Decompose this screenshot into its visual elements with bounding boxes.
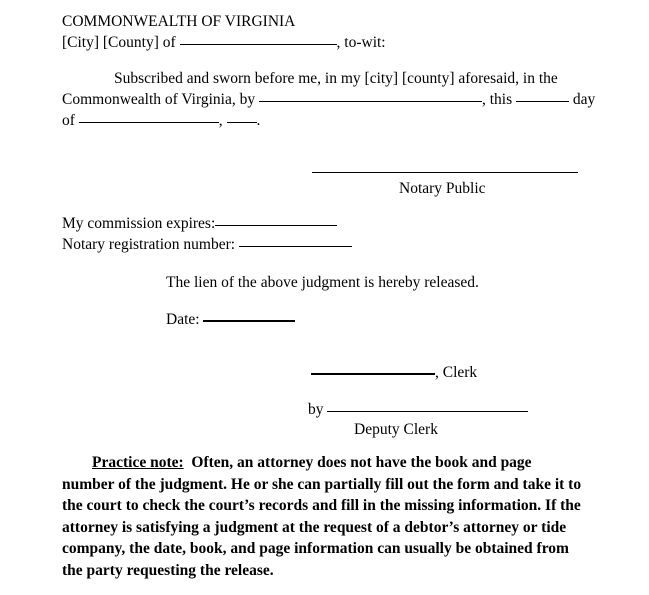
- jurat-line-2: [62, 89, 595, 110]
- date-label: Date:: [166, 311, 200, 328]
- by-label: by: [308, 401, 324, 418]
- deputy-clerk-line: [308, 399, 528, 420]
- deputy-clerk-label: Deputy Clerk: [354, 421, 438, 438]
- lien-release-statement: The lien of the above judgment is hereby released.: [166, 274, 479, 291]
- jurisdiction-line: [62, 32, 386, 53]
- month-blank[interactable]: [79, 122, 219, 123]
- registration-number-blank[interactable]: [239, 246, 352, 247]
- clerk-line: [311, 362, 477, 383]
- deputy-clerk-blank[interactable]: [327, 411, 528, 412]
- jurat-text-2a: Commonwealth of Virginia, by: [62, 91, 256, 108]
- date-line: [166, 309, 295, 330]
- clerk-name-blank[interactable]: [311, 373, 435, 375]
- notary-signature-line[interactable]: [312, 172, 578, 173]
- notary-public-label: Notary Public: [399, 180, 486, 197]
- affiant-name-blank[interactable]: [259, 101, 482, 102]
- jurat-line-3: [62, 110, 260, 131]
- page-title: COMMONWEALTH OF VIRGINIA: [62, 13, 296, 30]
- jurisdiction-blank[interactable]: [180, 44, 337, 45]
- date-blank[interactable]: [203, 320, 295, 322]
- registration-number-label: Notary registration number:: [62, 236, 236, 253]
- clerk-suffix-label: , Clerk: [435, 364, 478, 381]
- commission-expires-label: My commission expires:: [62, 215, 216, 232]
- jurat-text-3b: ,: [218, 112, 223, 129]
- practice-note-body: Often, an attorney does not have the book and page number of the judgment. He or she can partially fill out the form and take it to the court to check the court’s records and fill in the missing information. If the attorney is satisfying a judgment at the request of a debtor’s attorney or tide company, the date, book, and page information can usually be obtained from the party requesting the release.: [62, 454, 582, 579]
- jurat-text-3c: .: [256, 112, 261, 129]
- commission-expires-blank[interactable]: [215, 225, 337, 226]
- year-blank[interactable]: [227, 122, 257, 123]
- practice-note: [62, 452, 587, 581]
- commission-expires-line: [62, 213, 337, 234]
- practice-note-label: Practice note:: [92, 454, 184, 471]
- jurat-text-2b: , this: [481, 91, 513, 108]
- jurisdiction-suffix: , to-wit:: [336, 34, 386, 51]
- jurisdiction-prefix: [City] [County] of: [62, 34, 176, 51]
- registration-number-line: [62, 234, 352, 255]
- jurat-text-2c: day: [572, 91, 596, 108]
- jurat-text-3a: of: [62, 112, 75, 129]
- day-blank[interactable]: [516, 101, 569, 102]
- jurat-line-1: [62, 68, 558, 89]
- jurat-text-1: Subscribed and sworn before me, in my [city] [county] aforesaid, in the: [114, 70, 558, 87]
